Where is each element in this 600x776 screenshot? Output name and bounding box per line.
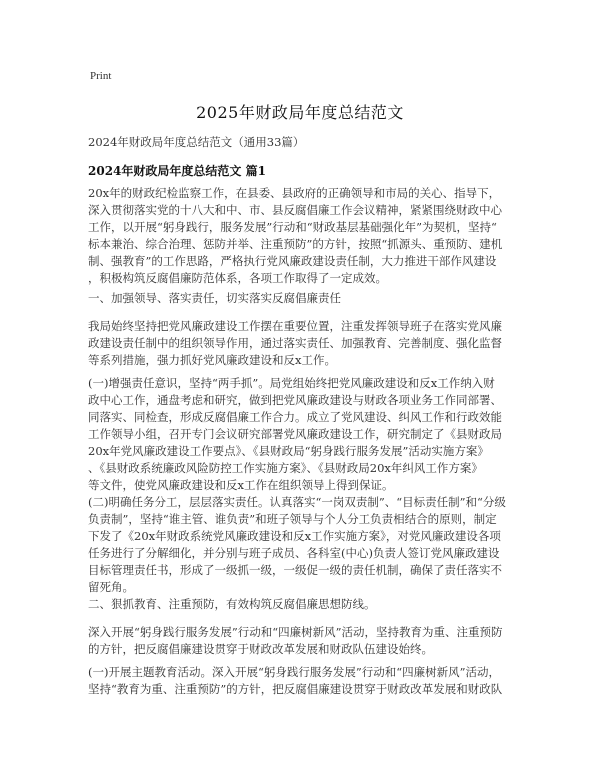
paragraph-line: 坚持“教育为重、注重预防”的方针，把反腐倡廉建设贯穿于财政改革发展和财政队 (88, 682, 503, 696)
document-title: 2025年财政局年度总结范文 (196, 103, 404, 122)
paragraph (88, 318, 518, 369)
paragraph (88, 664, 518, 698)
paragraph-line: 标本兼治、综合治理、惩防并举、注重预防”的方针，按照“抓源头、重预防、建机 (88, 237, 503, 251)
paragraph-line: 20x年党风廉政建设工作要点》、《县财政局“躬身践行服务发展”活动实施方案》 (88, 444, 489, 458)
print-link[interactable]: Print (90, 70, 112, 82)
paragraph-line: 政建设责任制中的组织领导作用，通过落实责任、加强教育、完善制度、强化监督 (88, 336, 502, 350)
paragraph-line: 工作，以开展“躬身践行，服务发展”行动和“财政基层基础强化年”为契机，坚持“ (88, 220, 497, 234)
paragraph (88, 596, 518, 613)
paragraph-line: 同落实、同检查，形成反腐倡廉工作合力。成立了党风建设、纠风工作和行政效能 (88, 410, 502, 424)
paragraph-line: 我局始终坚持把党风廉政建设工作摆在重要位置，注重发挥领导班子在落实党风廉 (88, 319, 502, 333)
paragraph-line: 等文件，使党风廉政建设和反x工作在组织领导上得到保证。 (88, 478, 394, 492)
document-subtitle: 2024年财政局年度总结范文（通用33篇） (88, 135, 305, 149)
paragraph-line: 的方针，把反腐倡廉建设贯穿于财政改革发展和财政队伍建设始终。 (88, 642, 433, 656)
paragraph-line: 目标管理责任书，形成了一级抓一级，一级促一级的责任机制，确保了责任落实不 (88, 563, 502, 577)
paragraph-line: 二、狠抓教育、注重预防，有效构筑反腐倡廉思想防线。 (88, 597, 376, 611)
paragraph-line: (一)开展主题教育活动。深入开展“躬身践行服务发展”行动和“四廉树新风”活动， (88, 665, 500, 679)
paragraph-line: (二)明确任务分工，层层落实责任。认真落实“一岗双责制”、“目标责任制”和“分级 (88, 495, 506, 509)
paragraph (88, 290, 518, 307)
paragraph-line: 制、强教育”的工作思路，严格执行党风廉政建设责任制，大力推进干部作风建设 (88, 254, 497, 268)
paragraph (88, 494, 518, 596)
paragraph-line: 一、加强领导、落实责任，切实落实反腐倡廉责任 (88, 291, 341, 305)
paragraph-line: (一)增强责任意识，坚持“两手抓”。局党组始终把党风廉政建设和反x工作纳入财 (88, 376, 495, 390)
section-heading: 2024年财政局年度总结范文 篇1 (88, 164, 266, 178)
paragraph-line: 20x年的财政纪检监察工作，在县委、县政府的正确领导和市局的关心、指导下， (88, 186, 501, 200)
paragraph-line: 下发了《20x年财政系统党风廉政建设和反x工作实施方案》，对党风廉政建设各项 (88, 529, 501, 543)
paragraph-line: 深入开展“躬身践行服务发展”行动和“四廉树新风”活动，坚持教育为重、注重预防 (88, 625, 503, 639)
paragraph-line: 政中心工作，通盘考虑和研究，做到把党风廉政建设与财政各项业务工作同部署、 (88, 393, 502, 407)
paragraph-line: 任务进行了分解细化，并分别与班子成员、各科室(中心)负责人签订党风廉政建设 (88, 546, 500, 560)
paragraph-line: 工作领导小组，召开专门会议研究部署党风廉政建设工作，研究制定了《县财政局 (88, 427, 502, 441)
paragraph (88, 375, 518, 494)
paragraph (88, 185, 518, 287)
paragraph-line: ，积极构筑反腐倡廉防范体系，各项工作取得了一定成效。 (88, 271, 387, 285)
paragraph-line: 深入贯彻落实党的十八大和中、市、县反腐倡廉工作会议精神，紧紧围绕财政中心 (88, 203, 502, 217)
paragraph-line: 等系列措施，强力抓好党风廉政建设和反x工作。 (88, 353, 336, 367)
paragraph-line: 负责制”，坚持“谁主管、谁负责”和班子领导与个人分工负责相结合的原则，制定 (88, 512, 497, 526)
paragraph-line: 、《县财政系统廉政风险防控工作实施方案》、《县财政局20x年纠风工作方案》 (88, 461, 483, 475)
paragraph (88, 624, 518, 658)
paragraph-line: 留死角。 (88, 580, 134, 594)
